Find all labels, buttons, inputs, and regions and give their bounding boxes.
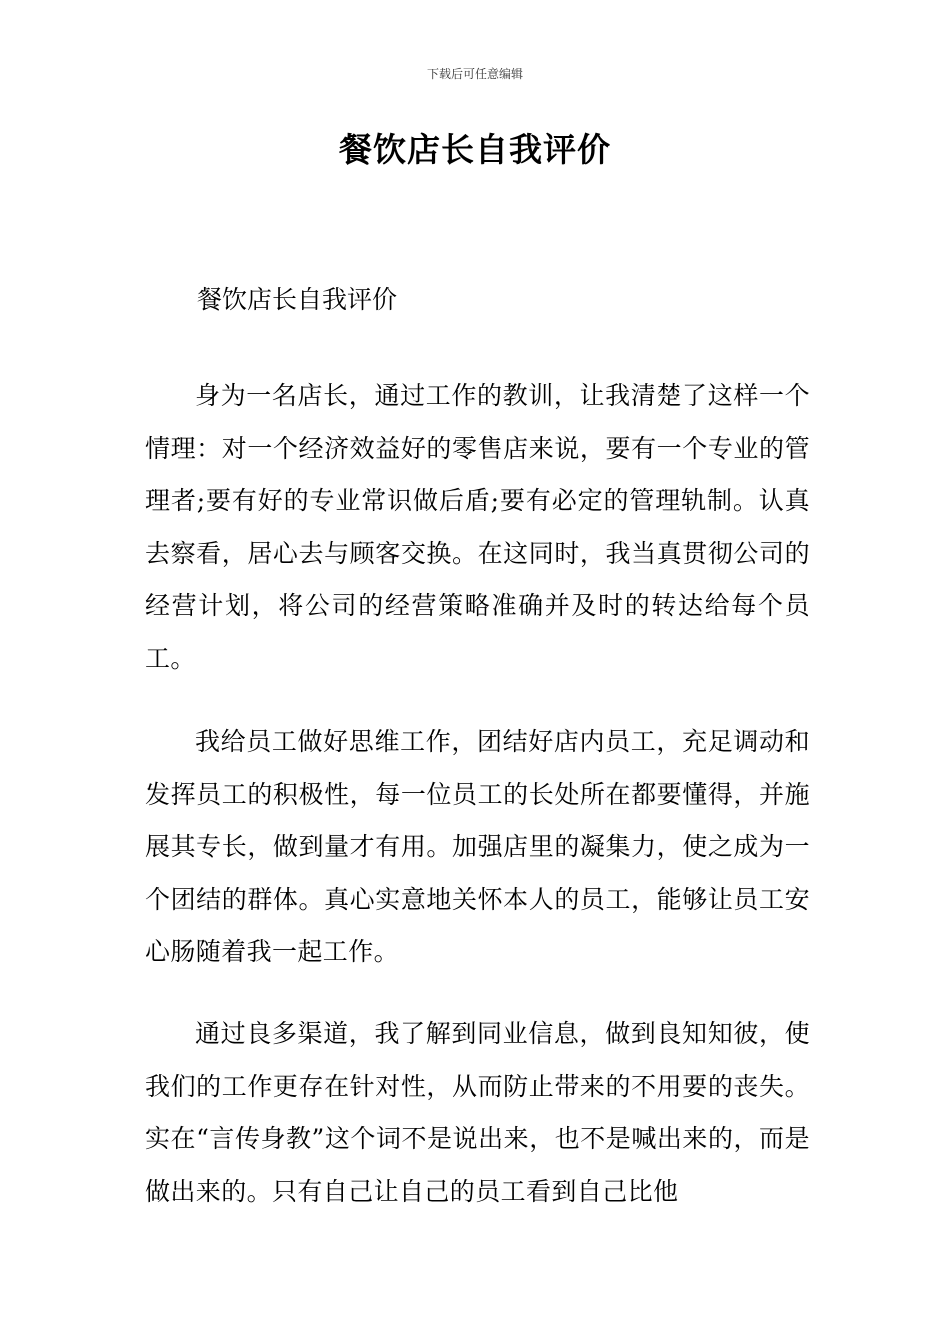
document-title: 餐饮店长自我评价 bbox=[339, 130, 611, 169]
body-paragraph: 通过良多渠道，我了解到同业信息，做到良知知彼，使我们的工作更存在针对性，从而防止带来的不用要的丧失。实在“言传身教”这个词不是说出来，也不是喊出来的，而是做出来的。只有自己让自己的员工看到自己比他 bbox=[145, 1019, 810, 1206]
body-paragraph: 身为一名店长，通过工作的教训，让我清楚了这样一个情理：对一个经济效益好的零售店来说，要有一个专业的管理者;要有好的专业常识做后盾;要有必定的管理轨制。认真去察看，居心去与顾客交换。在这同时，我当真贯彻公司的经营计划，将公司的经营策略准确并及时的转达给每个员工。 bbox=[145, 381, 810, 673]
document-subtitle: 餐饮店长自我评价 bbox=[197, 285, 398, 314]
header-note: 下载后可任意编辑 bbox=[426, 67, 523, 81]
body-paragraph: 我给员工做好思维工作，团结好店内员工，充足调动和发挥员工的积极性，每一位员工的长处所在都要懂得，并施展其专长，做到量才有用。加强店里的凝集力，使之成为一个团结的群体。真心实意地关怀本人的员工，能够让员工安心肠随着我一起工作。 bbox=[145, 727, 810, 966]
